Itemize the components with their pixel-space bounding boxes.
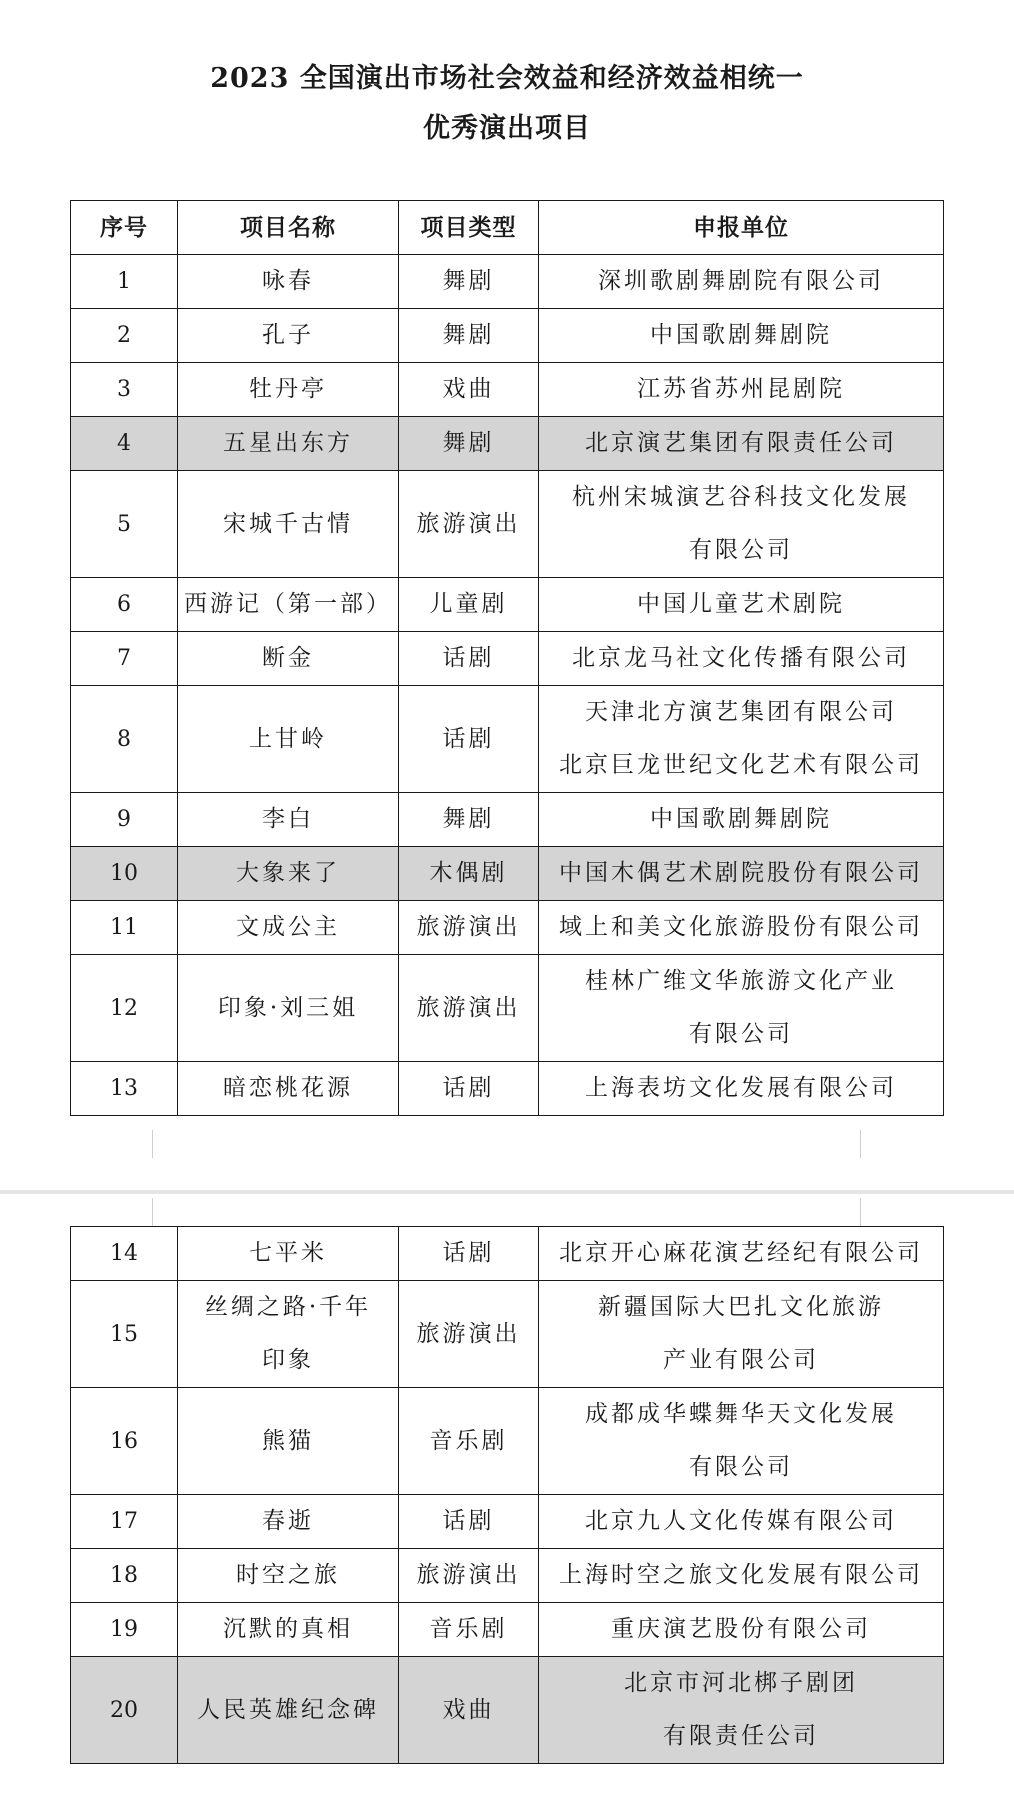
- applicant-unit-line: 有限公司: [689, 537, 793, 563]
- page-break-mark-right: [860, 1130, 861, 1158]
- cell-applicant-unit: [539, 363, 944, 417]
- cell-project-name: [178, 632, 399, 686]
- cell-applicant-unit: [539, 793, 944, 847]
- project-name-line: 咏春: [262, 268, 314, 294]
- project-name-line: 时空之旅: [236, 1562, 340, 1588]
- applicant-unit-line: 北京龙马社文化传播有限公司: [572, 645, 910, 671]
- cell-applicant-unit: [539, 1281, 944, 1388]
- cell-project-type: 木偶剧: [399, 847, 539, 901]
- cell-project-type: 话剧: [399, 1062, 539, 1116]
- cell-serial-number: 18: [71, 1549, 178, 1603]
- cell-applicant-unit: [539, 1549, 944, 1603]
- applicant-unit-line: 有限责任公司: [663, 1723, 819, 1749]
- cell-serial-number: 16: [71, 1388, 178, 1495]
- cell-serial-number: 15: [71, 1281, 178, 1388]
- cell-applicant-unit: [539, 1388, 944, 1495]
- cell-project-type: 音乐剧: [399, 1603, 539, 1657]
- cell-serial-number: 7: [71, 632, 178, 686]
- cell-applicant-unit: [539, 255, 944, 309]
- document-title-line-1: 2023 全国演出市场社会效益和经济效益相统一: [210, 63, 804, 94]
- cell-project-name: [178, 363, 399, 417]
- document-title-line-2: 优秀演出项目: [423, 113, 591, 144]
- applicant-unit-line: 中国木偶艺术剧院股份有限公司: [559, 860, 923, 886]
- project-name-line: 西游记（第一部）: [184, 591, 392, 617]
- cell-project-name: [178, 901, 399, 955]
- cell-serial-number: 1: [71, 255, 178, 309]
- cell-project-name: [178, 309, 399, 363]
- applicant-unit-line: 江苏省苏州昆剧院: [637, 376, 845, 402]
- project-name-line: 沉默的真相: [223, 1616, 353, 1642]
- table-row: [71, 1657, 944, 1764]
- cell-serial-number: 17: [71, 1495, 178, 1549]
- cell-serial-number: 5: [71, 471, 178, 578]
- cell-serial-number: 8: [71, 686, 178, 793]
- applicant-unit-line: 成都成华蝶舞华天文化发展: [585, 1401, 897, 1427]
- page-break-mark-left: [152, 1198, 153, 1226]
- table-row: [71, 632, 944, 686]
- cell-project-type: 戏曲: [399, 363, 539, 417]
- cell-project-type: 旅游演出: [399, 1549, 539, 1603]
- cell-project-type: 音乐剧: [399, 1388, 539, 1495]
- cell-project-type: 戏曲: [399, 1657, 539, 1764]
- project-name-line: 李白: [262, 806, 314, 832]
- table-row: [71, 255, 944, 309]
- page-break-mark-right: [860, 1198, 861, 1226]
- applicant-unit-line: 北京演艺集团有限责任公司: [585, 430, 897, 456]
- applicant-unit-line: 中国儿童艺术剧院: [637, 591, 845, 617]
- project-name-line: 宋城千古情: [223, 510, 353, 537]
- cell-applicant-unit: [539, 901, 944, 955]
- table-row: [71, 1388, 944, 1495]
- cell-project-name: [178, 1603, 399, 1657]
- table-header-row: [71, 201, 944, 255]
- cell-applicant-unit: [539, 578, 944, 632]
- project-name-line: 孔子: [262, 322, 314, 348]
- table-row: [71, 1603, 944, 1657]
- applicant-unit-line: 中国歌剧舞剧院: [650, 322, 832, 348]
- cell-project-type: 舞剧: [399, 255, 539, 309]
- header-applicant-unit: 申报单位: [539, 201, 944, 255]
- cell-project-type: 舞剧: [399, 417, 539, 471]
- table-row: [71, 309, 944, 363]
- cell-project-name: [178, 1657, 399, 1764]
- project-name-line: 断金: [262, 645, 314, 671]
- applicant-unit-line: 重庆演艺股份有限公司: [611, 1616, 871, 1642]
- table-row: [71, 793, 944, 847]
- cell-applicant-unit: [539, 471, 944, 578]
- cell-serial-number: 4: [71, 417, 178, 471]
- cell-serial-number: 6: [71, 578, 178, 632]
- table-row: [71, 1549, 944, 1603]
- project-name-line: 印象: [262, 1347, 314, 1373]
- applicant-unit-line: 中国歌剧舞剧院: [650, 806, 832, 832]
- cell-project-name: [178, 471, 399, 578]
- table-row: [71, 1062, 944, 1116]
- cell-applicant-unit: [539, 847, 944, 901]
- header-project-type: 项目类型: [399, 201, 539, 255]
- cell-project-name: [178, 1495, 399, 1549]
- cell-applicant-unit: [539, 417, 944, 471]
- table-body-page-1: [71, 255, 944, 1116]
- header-serial-number: 序号: [71, 201, 178, 255]
- cell-project-name: [178, 793, 399, 847]
- cell-applicant-unit: [539, 632, 944, 686]
- applicant-unit-line: 上海表坊文化发展有限公司: [585, 1075, 897, 1101]
- cell-project-name: [178, 255, 399, 309]
- applicant-unit-line: 天津北方演艺集团有限公司: [585, 699, 897, 725]
- project-name-line: 七平米: [249, 1240, 327, 1266]
- cell-serial-number: 9: [71, 793, 178, 847]
- applicant-unit-line: 域上和美文化旅游股份有限公司: [559, 914, 923, 940]
- project-name-line: 大象来了: [236, 860, 340, 886]
- cell-project-type: 舞剧: [399, 793, 539, 847]
- cell-project-name: [178, 1227, 399, 1281]
- table-body-page-2: [71, 1227, 944, 1764]
- cell-serial-number: 3: [71, 363, 178, 417]
- cell-applicant-unit: [539, 1227, 944, 1281]
- cell-serial-number: 10: [71, 847, 178, 901]
- cell-serial-number: 14: [71, 1227, 178, 1281]
- project-name-line: 印象·刘三姐: [217, 994, 359, 1021]
- cell-applicant-unit: [539, 309, 944, 363]
- applicant-unit-line: 北京九人文化传媒有限公司: [585, 1508, 897, 1534]
- project-name-line: 暗恋桃花源: [223, 1075, 353, 1101]
- cell-serial-number: 12: [71, 955, 178, 1062]
- cell-project-type: 旅游演出: [399, 901, 539, 955]
- cell-project-name: [178, 847, 399, 901]
- table-row: [71, 686, 944, 793]
- cell-serial-number: 20: [71, 1657, 178, 1764]
- cell-project-type: 话剧: [399, 686, 539, 793]
- cell-applicant-unit: [539, 1603, 944, 1657]
- cell-serial-number: 11: [71, 901, 178, 955]
- cell-applicant-unit: [539, 686, 944, 793]
- cell-project-type: 儿童剧: [399, 578, 539, 632]
- cell-serial-number: 2: [71, 309, 178, 363]
- applicant-unit-line: 北京巨龙世纪文化艺术有限公司: [559, 752, 923, 778]
- applicant-unit-line: 有限公司: [689, 1454, 793, 1480]
- project-name-line: 上甘岭: [249, 725, 327, 752]
- projects-table-page-1: [70, 200, 944, 1116]
- cell-project-name: [178, 1281, 399, 1388]
- project-name-line: 春逝: [262, 1508, 314, 1534]
- cell-project-type: 旅游演出: [399, 955, 539, 1062]
- project-name-line: 人民英雄纪念碑: [197, 1696, 379, 1723]
- cell-applicant-unit: [539, 1062, 944, 1116]
- table-row: [71, 363, 944, 417]
- cell-project-type: 旅游演出: [399, 1281, 539, 1388]
- cell-applicant-unit: [539, 955, 944, 1062]
- project-name-line: 牡丹亭: [249, 376, 327, 402]
- table-row: [71, 578, 944, 632]
- cell-project-name: [178, 686, 399, 793]
- cell-project-name: [178, 1062, 399, 1116]
- applicant-unit-line: 新疆国际大巴扎文化旅游: [598, 1294, 884, 1320]
- table-row: [71, 901, 944, 955]
- applicant-unit-line: 北京市河北梆子剧团: [624, 1670, 858, 1696]
- cell-project-name: [178, 1549, 399, 1603]
- table-row: [71, 1227, 944, 1281]
- project-name-line: 丝绸之路·千年: [204, 1294, 372, 1320]
- applicant-unit-line: 产业有限公司: [663, 1347, 819, 1373]
- applicant-unit-line: 桂林广维文华旅游文化产业: [585, 968, 897, 994]
- applicant-unit-line: 上海时空之旅文化发展有限公司: [559, 1562, 923, 1588]
- applicant-unit-line: 北京开心麻花演艺经纪有限公司: [559, 1240, 923, 1266]
- table-row: [71, 417, 944, 471]
- cell-project-type: 话剧: [399, 1495, 539, 1549]
- header-project-name: 项目名称: [178, 201, 399, 255]
- applicant-unit-line: 深圳歌剧舞剧院有限公司: [598, 268, 884, 294]
- table-row: [71, 471, 944, 578]
- table-row: [71, 1281, 944, 1388]
- cell-applicant-unit: [539, 1495, 944, 1549]
- table-row: [71, 955, 944, 1062]
- project-name-line: 文成公主: [236, 914, 340, 940]
- cell-project-type: 话剧: [399, 632, 539, 686]
- cell-project-name: [178, 578, 399, 632]
- project-name-line: 五星出东方: [223, 430, 353, 456]
- applicant-unit-line: 有限公司: [689, 1021, 793, 1047]
- table-row: [71, 847, 944, 901]
- cell-applicant-unit: [539, 1657, 944, 1764]
- cell-project-name: [178, 1388, 399, 1495]
- applicant-unit-line: 杭州宋城演艺谷科技文化发展: [572, 484, 910, 510]
- cell-serial-number: 19: [71, 1603, 178, 1657]
- project-name-line: 熊猫: [262, 1427, 314, 1454]
- document-page-2: [0, 1194, 1014, 1813]
- cell-project-type: 话剧: [399, 1227, 539, 1281]
- cell-serial-number: 13: [71, 1062, 178, 1116]
- cell-project-type: 舞剧: [399, 309, 539, 363]
- cell-project-name: [178, 955, 399, 1062]
- projects-table-page-2: [70, 1226, 944, 1764]
- table-row: [71, 1495, 944, 1549]
- cell-project-type: 旅游演出: [399, 471, 539, 578]
- cell-project-name: [178, 417, 399, 471]
- page-break-mark-left: [152, 1130, 153, 1158]
